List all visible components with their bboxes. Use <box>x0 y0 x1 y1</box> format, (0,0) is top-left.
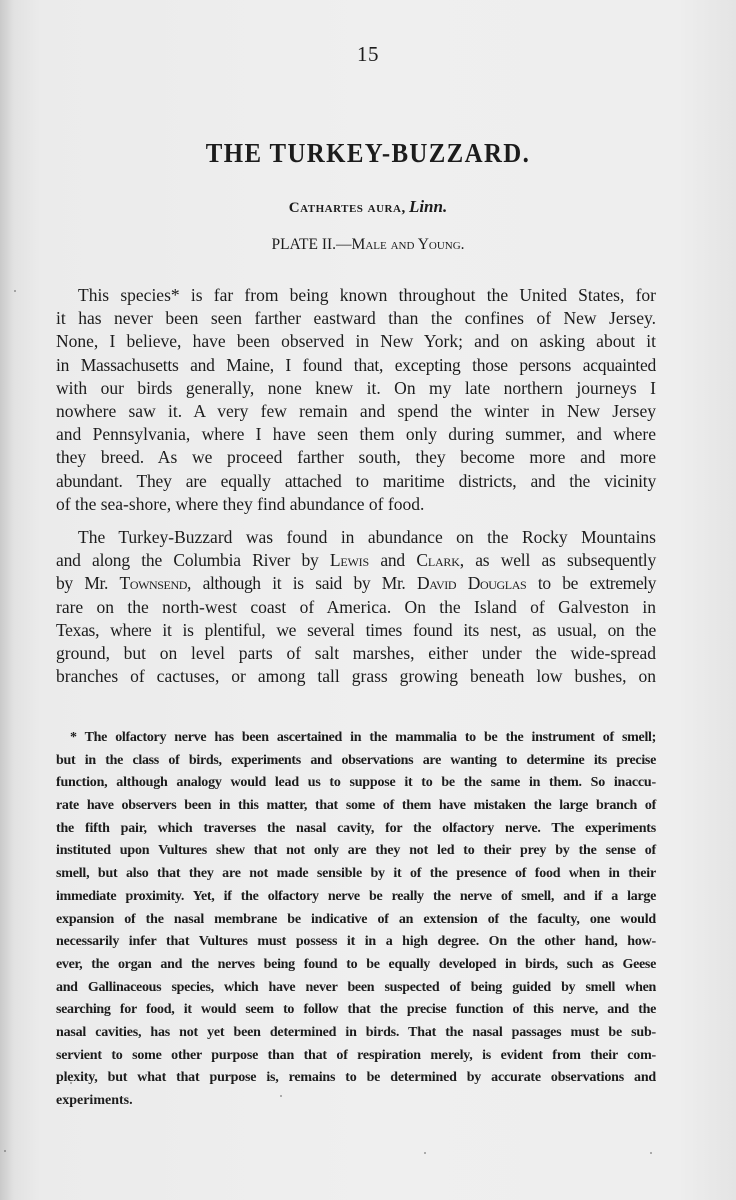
text-line: The Turkey-Buzzard was found in abundance on the Rocky Mountains <box>78 527 656 547</box>
footnote-line: necessarily infer that Vultures must possess it in a high degree. On the other hand, how- <box>56 934 656 950</box>
person-name-douglas: David Douglas <box>417 573 527 594</box>
text-line: Texas, where it is plentiful, we several times found its nest, as usual, on the <box>56 619 656 640</box>
footnote-line: immediate proximity. Yet, if the olfactory nerve be really the nerve of smell, and if a large <box>56 888 656 904</box>
footnote-line: smell, but also that they are not made sensible by it of the presence of food when in their <box>56 866 656 882</box>
species-separator: , <box>401 200 409 216</box>
text-line: rare on the north-west coast of America. On the Island of Galveston in <box>56 596 656 617</box>
text-segment: to be extremely <box>526 573 656 594</box>
footnote-line: the fifth pair, which traverses the nasal cavity, for the olfactory nerve. The experiments <box>56 820 656 836</box>
text-line: nowhere saw it. A very few remain and spend the winter in New Jersey <box>56 400 656 421</box>
person-name-lewis: Lewis <box>329 550 369 571</box>
footnote-line: plexity, but what that purpose is, remains to be determined by accurate observations and <box>56 1070 656 1086</box>
footnote-line: ever, the organ and the nerves being found to be equally developed in birds, such as Geese <box>56 956 656 972</box>
plate-label: PLATE II. <box>271 236 337 253</box>
plate-caption <box>0 236 736 254</box>
text-line: abundant. They are equally attached to maritime districts, and the vicinity <box>56 470 656 491</box>
footnote-line: instituted upon Vultures shew that not only are they not led to their prey by the sense of <box>56 843 656 859</box>
text-segment: by Mr. <box>56 573 120 594</box>
footnote-line: function, although analogy would lead us to suppose it to be the same in them. So inaccu- <box>56 775 656 791</box>
footnote-line: nasal cavities, has not yet been determined in birds. That the nasal passages must be sub- <box>56 1024 656 1040</box>
footnote <box>56 727 656 1113</box>
text-segment: and <box>368 550 417 571</box>
text-line: ground, but on level parts of salt marshes, either under the wide-spread <box>56 642 656 663</box>
footnote-line: servient to some other purpose than that of respiration merely, is evident from their com- <box>56 1047 656 1063</box>
person-name-townsend: Townsend <box>119 573 188 594</box>
footnote-line: experiments. <box>56 1093 133 1108</box>
text-segment: , although it is said by Mr. <box>187 573 418 594</box>
footnote-line: * The olfactory nerve has been ascertained in the mammalia to be the instrument of smell; <box>70 730 656 745</box>
text-line: branches of cactuses, or among tall grass growing beneath low bushes, on <box>56 666 656 687</box>
text-line: This species* is far from being known throughout the United States, for <box>78 285 656 305</box>
footnote-line: but in the class of birds, experiments and observations are wanting to determine its precise <box>56 752 656 768</box>
chapter-title: THE TURKEY-BUZZARD. <box>205 138 531 168</box>
text-line: in Massachusetts and Maine, I found that, excepting those persons acquainted <box>56 354 656 375</box>
species-authority: Linn. <box>408 197 448 216</box>
page-number: 15 <box>357 42 379 66</box>
species-heading <box>0 197 736 217</box>
text-line <box>56 549 656 572</box>
footnote-line: rate have observers been in this matter, that some of them have mistaken the large branch of <box>56 798 656 814</box>
text-line: it has never been seen farther eastward than the confines of New Jersey. <box>56 308 656 329</box>
plate-subject: Male and Young. <box>351 236 465 253</box>
species-scientific-name: Cathartes aura <box>288 200 402 216</box>
text-line <box>56 572 656 595</box>
text-line: of the sea-shore, where they find abundance of food. <box>56 493 425 514</box>
text-line: None, I believe, have been observed in New York; and on asking about it <box>56 331 656 352</box>
footnote-line: searching for food, it would seem to follow that the precise function of this nerve, and the <box>56 1002 656 1018</box>
plate-dash: — <box>336 236 352 253</box>
text-segment: and along the Columbia River by <box>56 550 330 571</box>
footnote-line: expansion of the nasal membrane be indicative of an extension of the faculty, one would <box>56 911 656 927</box>
text-line: and Pennsylvania, where I have seen them only during summer, and where <box>56 424 656 445</box>
footnote-line: and Gallinaceous species, which have never been suspected of being guided by smell when <box>56 979 656 995</box>
paragraph-1 <box>56 284 656 516</box>
text-line: they breed. As we proceed farther south, they become more and more <box>56 447 656 468</box>
paragraph-2 <box>56 526 656 688</box>
text-segment: , as well as subsequently <box>459 550 656 571</box>
text-line: with our birds generally, none knew it. On my late northern journeys I <box>56 377 656 398</box>
person-name-clark: Clark <box>416 550 460 571</box>
